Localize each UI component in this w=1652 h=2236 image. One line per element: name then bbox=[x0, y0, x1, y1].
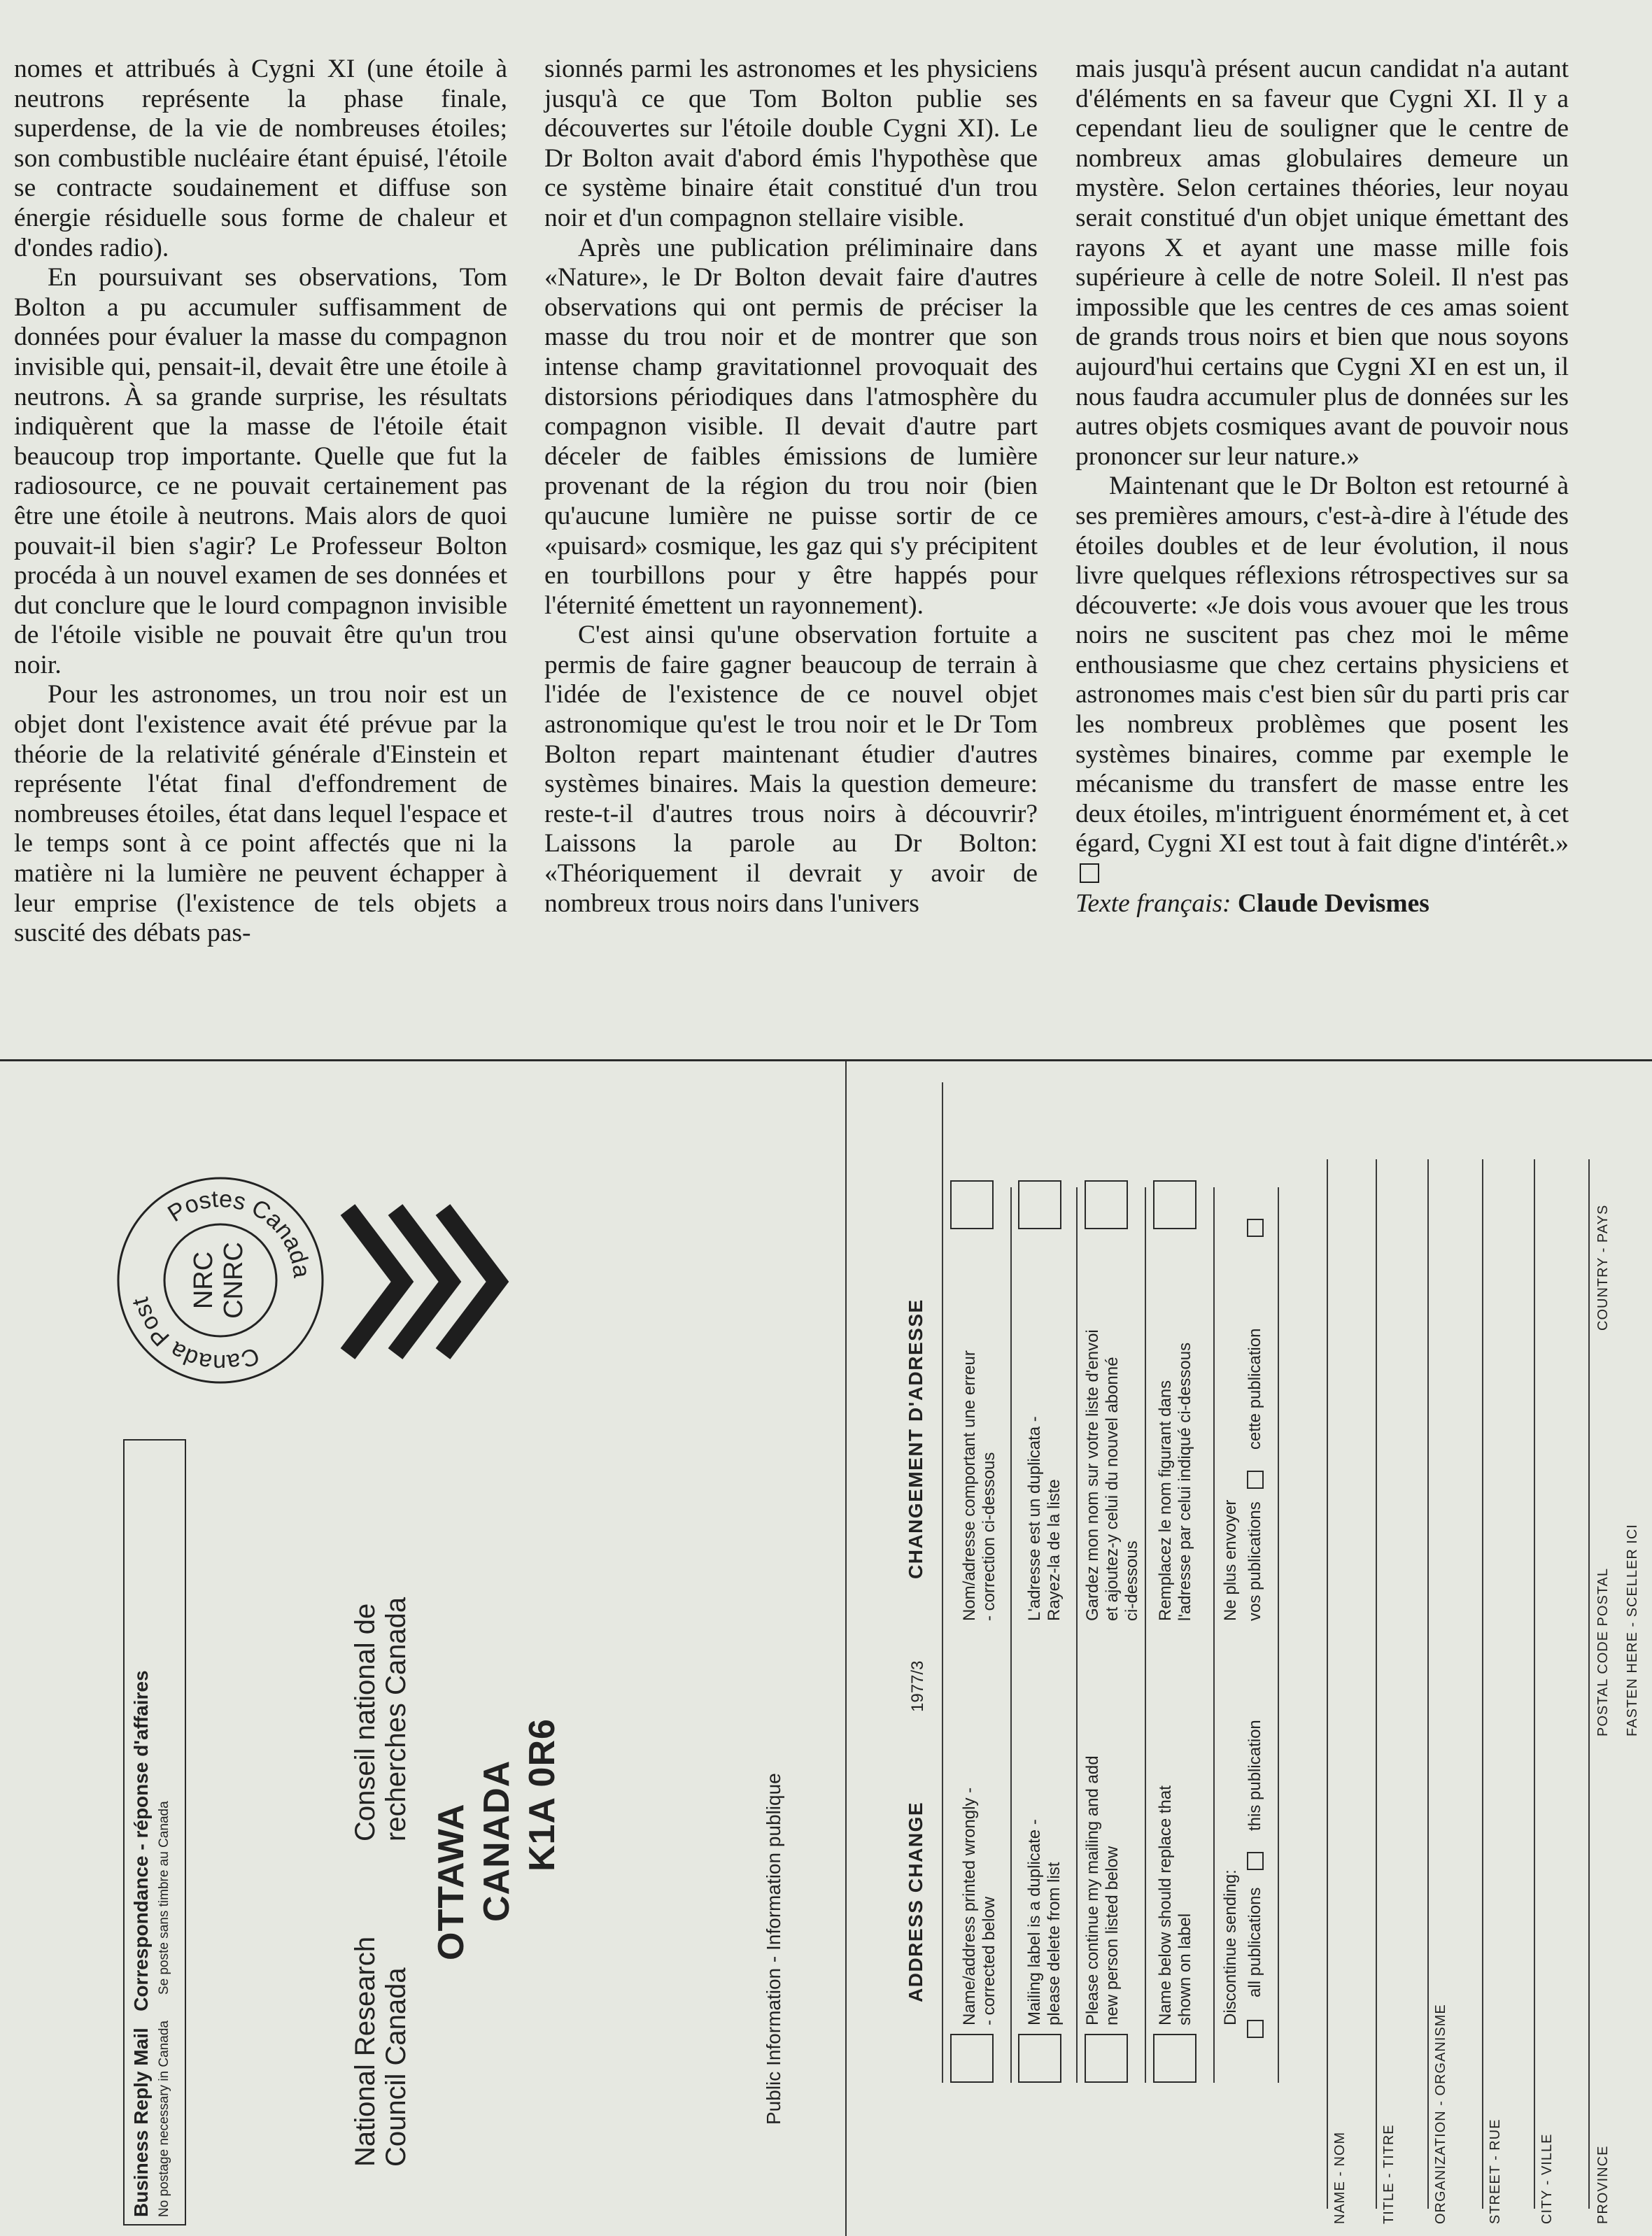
address-change-title-fr: CHANGEMENT D'ADRESSE bbox=[905, 1299, 926, 1579]
option-1-en-line-1: Name/address printed wrongly - bbox=[960, 1787, 979, 2025]
article-column-1 bbox=[14, 55, 507, 949]
postmark-cnrc: CNRC bbox=[219, 1242, 248, 1319]
checkbox-gardez-mon-nom[interactable] bbox=[1085, 1180, 1128, 1229]
article-column-2 bbox=[544, 55, 1038, 919]
form-separator bbox=[1213, 1187, 1215, 2083]
field-label-country: COUNTRY - PAYS bbox=[1595, 1204, 1611, 1331]
org-name-fr-line-2: recherches Canada bbox=[381, 1597, 411, 1841]
end-mark-box bbox=[1080, 863, 1099, 883]
paragraph bbox=[1075, 472, 1569, 889]
business-reply-card bbox=[0, 1059, 1652, 2236]
business-reply-title: Business Reply Mail Correspondance - réponse d'affaires bbox=[130, 1670, 152, 2217]
article-column-3 bbox=[1075, 55, 1569, 919]
checkbox-this-publication[interactable] bbox=[1247, 1852, 1264, 1870]
name-field-line[interactable] bbox=[1327, 1159, 1328, 2209]
this-publication-label: this publication bbox=[1245, 1720, 1264, 1831]
postmark-bottom-text: Canada Post bbox=[127, 1294, 263, 1377]
option-2-en-line-1: Mailing label is a duplicate - bbox=[1025, 1819, 1044, 2025]
field-label-city: CITY - VILLE bbox=[1539, 2133, 1555, 2224]
option-4-en-line-2: shown on label bbox=[1176, 1913, 1194, 2025]
credit-name: Claude Devismes bbox=[1237, 889, 1429, 918]
checkbox-replace-name[interactable] bbox=[1153, 2034, 1196, 2083]
closing-paragraph-text: Maintenant que le Dr Bolton est retourné à ses premières amours, c'est-à-dire à l'étude des étoiles doubles et de leur évolution, il nous livre quelques réflexions rétrospectives sur sa découverte: «Je dois vous avouer que les trous noirs ne suscitent pas chez moi le même enthousiasme que chez certains physiciens et astronomes mais c'est bien sûr du parti pris car les nombreux problèmes que posent les systèmes binaires, comme par exemple le mécanisme du transfert de masse entre les deux étoiles, m'intriguent énormément et, à cet égard, Cygni XI est tout à fait digne d'intérêt.» bbox=[1075, 472, 1569, 858]
option-3-fr-line-3: ci-dessous bbox=[1122, 1541, 1141, 1621]
checkbox-continue-and-add[interactable] bbox=[1085, 2034, 1128, 2083]
org-name-en-line-2: Council Canada bbox=[381, 1967, 411, 2167]
field-label-organization: ORGANIZATION - ORGANISME bbox=[1433, 2004, 1448, 2224]
option-3-en-line-2: new person listed below bbox=[1103, 1846, 1122, 2025]
option-4-fr-line-1: Remplacez le nom figurant dans bbox=[1156, 1380, 1175, 1621]
discontinue-label-en: Discontinue sending: bbox=[1221, 1869, 1240, 2025]
title-field-line[interactable] bbox=[1376, 1159, 1377, 2209]
option-2-fr-line-2: Rayez-la de la liste bbox=[1045, 1479, 1064, 1621]
option-1-fr-line-2: - correction ci-dessous bbox=[980, 1452, 998, 1621]
public-information-label: Public Information - Information publique bbox=[763, 1773, 784, 2125]
vos-publications-label: vos publications bbox=[1245, 1501, 1264, 1621]
option-3-fr-line-2: et ajoutez-y celui du nouvel abonné bbox=[1103, 1357, 1122, 1621]
form-separator bbox=[1278, 1187, 1279, 2083]
discontinue-label-fr: Ne plus envoyer bbox=[1221, 1499, 1240, 1621]
option-4-en-line-1: Name below should replace that bbox=[1156, 1785, 1175, 2025]
checkbox-vos-publications[interactable] bbox=[1247, 1471, 1264, 1489]
option-3-en-line-1: Please continue my mailing and add bbox=[1083, 1755, 1102, 2025]
paragraph: Pour les astronomes, un trou noir est un objet dont l'existence avait été prévue par la théorie de la relativité générale d'Einstein et représente l'état final d'effondrement de nombreuses étoiles, état dans lequel l'espace et le temps sont à ce point affectés que ni la matière ni la lumière ne peuvent échapper à leur emprise (l'existence de tels objets a suscité des débats pas- bbox=[14, 680, 507, 948]
field-label-title: TITLE - TITRE bbox=[1381, 2124, 1397, 2224]
business-reply-box bbox=[123, 1439, 186, 2226]
province-field-line[interactable] bbox=[1588, 1159, 1590, 2209]
field-label-name: NAME - NOM bbox=[1332, 2131, 1348, 2224]
checkbox-all-publications[interactable] bbox=[1247, 2020, 1264, 2038]
all-publications-label: all publications bbox=[1245, 1887, 1264, 1997]
checkbox-name-printed-wrongly[interactable] bbox=[950, 2034, 994, 2083]
checkbox-remplacez-nom[interactable] bbox=[1153, 1180, 1196, 1229]
form-separator bbox=[1145, 1187, 1146, 2083]
checkbox-duplicate[interactable] bbox=[1018, 2034, 1061, 2083]
address-city: OTTAWA bbox=[431, 1803, 472, 1960]
org-name-en-line-1: National Research bbox=[350, 1936, 381, 2167]
translation-credit bbox=[1075, 889, 1569, 919]
form-separator bbox=[1076, 1187, 1078, 2083]
checkbox-duplicata[interactable] bbox=[1018, 1180, 1061, 1229]
form-separator bbox=[1010, 1187, 1012, 2083]
paragraph: mais jusqu'à présent aucun candidat n'a autant d'éléments en sa faveur que Cygni XI. Il y a cependant lieu de souligner que le centre de nombreux amas globulaires demeure un mystère. Selon certaines théories, leur noyau serait constitué d'un objet unique émettant des rayons X et ayant une masse mille fois supérieure à celle de notre Soleil. Il n'est pas impossible que les centres de ces amas soient de grands trous noirs et bien que nous soyons aujourd'hui certains que Cygni XI en est un, il nous faudra accumuler plus de données sur les autres objets cosmiques avant de pouvoir nous prononcer sur leur nature.» bbox=[1075, 55, 1569, 471]
canada-post-postmark bbox=[112, 1172, 329, 1389]
fasten-here-label: FASTEN HERE - SCELLER ICI bbox=[1625, 1524, 1640, 1736]
paragraph: Après une publication préliminaire dans «Nature», le Dr Bolton devait faire d'autres observations qui ont permis de préciser la masse du trou noir et de montrer que son intense champ gravitationnel provoquait des distorsions périodiques dans l'atmosphère du compagnon visible. Il devait d'autre part déceler de faibles émissions de lumière provenant de la région du trou noir (bien qu'aucune lumière ne puisse sortir de ce «puisard» cosmique, les gaz qui s'y précipitent en tourbillons pour y être happés pour l'éternité émettent un rayonnement). bbox=[544, 233, 1038, 620]
street-field-line[interactable] bbox=[1482, 1159, 1483, 2209]
paragraph: C'est ainsi qu'une observation fortuite a permis de faire gagner beaucoup de terrain à l'idée de l'existence de ce nouvel objet astronomique qu'est le trou noir et le Dr Tom Bolton repart maintenant étudier d'autres systèmes binaires. Mais la question demeure: reste-t-il d'autres trous noirs à découvrir? Laissons la parole au Dr Bolton: «Théoriquement il devrait y avoir de nombreux trous noirs dans l'univers bbox=[544, 621, 1038, 918]
postmark-top-text: Postes Canada bbox=[163, 1185, 316, 1280]
option-4-fr-line-2: l'adresse par celui indiqué ci-dessous bbox=[1176, 1342, 1194, 1621]
credit-label: Texte français: bbox=[1075, 889, 1231, 918]
city-field-line[interactable] bbox=[1534, 1159, 1535, 2209]
option-3-fr-line-1: Gardez mon nom sur votre liste d'envoi bbox=[1083, 1329, 1102, 1621]
no-postage-note: No postage necessary in Canada Se poste sans timbre au Canada bbox=[157, 1801, 171, 2217]
checkbox-cette-publication[interactable] bbox=[1247, 1219, 1264, 1237]
option-2-fr-line-1: L'adresse est un duplicata - bbox=[1025, 1416, 1044, 1621]
postmark-nrc: NRC bbox=[189, 1251, 218, 1310]
paragraph: sionnés parmi les astronomes et les physiciens jusqu'à ce que Tom Bolton publie ses découvertes sur l'étoile double Cygni XI). Le Dr Bolton avait d'abord émis l'hypothèse que ce système binaire était constitué d'un trou noir et d'un compagnon stellaire visible. bbox=[544, 55, 1038, 232]
form-separator bbox=[942, 1082, 943, 2083]
paragraph: nomes et attribués à Cygni XI (une étoile à neutrons représente la phase finale, superdense, de la vie de nombreuses étoiles; son combustible nucléaire étant épuisé, l'étoile se contracte soudainement et diffuse son énergie résiduelle sous forme de chaleur et d'ondes radio). bbox=[14, 55, 507, 262]
paragraph: En poursuivant ses observations, Tom Bolton a pu accumuler suffisamment de données pour évaluer la masse du compagnon invisible qui, pensait-il, devait être une étoile à neutrons. À sa grande surprise, les résultats indiquèrent que la masse de l'étoile était beaucoup trop importante. Quelle que fut la radiosource, ce ne pouvait certainement pas être une étoile à neutrons. Mais alors de quoi pouvait-il bien s'agir? Le Professeur Bolton procéda à un nouvel examen de ses données et dut conclure que le lourd compagnon invisible de l'étoile visible ne pouvait être qu'un trou noir. bbox=[14, 263, 507, 679]
org-name-fr-line-1: Conseil national de bbox=[350, 1603, 381, 1841]
card-fold-line bbox=[845, 1061, 847, 2236]
field-label-postal-code: POSTAL CODE POSTAL bbox=[1595, 1567, 1611, 1736]
option-1-fr-line-1: Nom/adresse comportant une erreur bbox=[960, 1350, 979, 1621]
checkbox-name-erreur[interactable] bbox=[950, 1180, 994, 1229]
address-postal-code: K1A 0R6 bbox=[522, 1718, 563, 1871]
form-code: 1977/3 bbox=[908, 1660, 927, 1712]
field-label-street: STREET - RUE bbox=[1488, 2118, 1503, 2224]
chevron-arrows-icon bbox=[339, 1201, 535, 1362]
field-label-province: PROVINCE bbox=[1595, 2145, 1611, 2224]
address-country: CANADA bbox=[476, 1760, 517, 1922]
option-1-en-line-2: - corrected below bbox=[980, 1896, 998, 2025]
option-2-en-line-2: please delete from list bbox=[1045, 1862, 1064, 2025]
cette-publication-label: cette publication bbox=[1245, 1328, 1264, 1450]
organization-field-line[interactable] bbox=[1427, 1159, 1429, 2209]
address-change-title: ADDRESS CHANGE bbox=[905, 1801, 926, 2002]
